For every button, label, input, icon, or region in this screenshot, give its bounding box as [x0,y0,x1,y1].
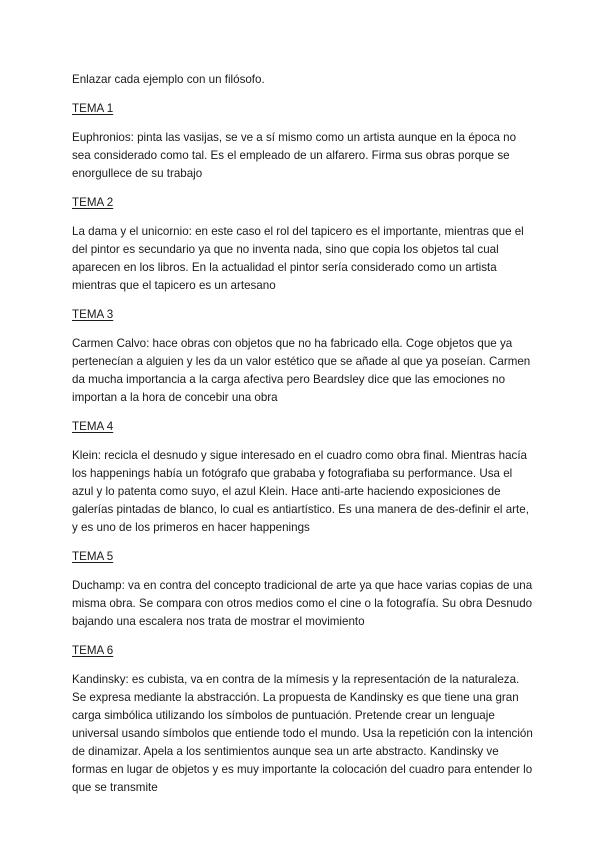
section-text: Euphronios: pinta las vasijas, se ve a sí mismo como un artista aunque en la época no sea considerado como tal. Es el empleado de un alfarero. Firma sus obras porque se enorgullece de su trabajo [72,131,517,180]
section-tema-5 [72,548,534,631]
section-heading: TEMA 1 [72,102,114,115]
instruction-text: Enlazar cada ejemplo con un filósofo. [72,73,265,86]
section-heading: TEMA 5 [72,550,114,563]
section-heading: TEMA 3 [72,308,114,321]
section-text: Kandinsky: es cubista, va en contra de la mímesis y la representación de la naturaleza. Se expresa mediante la abstracción. La propuesta de Kandinsky es que tiene una gran carga simbólica utilizando los símbolos de puntuación. Pretende crear un lenguaje universal usando símbolos que entiende todo el mundo. Usa la repetición con la intención de dinamizar. Apela a los sentimientos aunque sea un arte abstracto. Kandinsky ve formas en lugar de objetos y es muy importante la colocación del cuadro para entender lo que se transmite [72,673,533,794]
section-tema-2 [72,194,534,295]
section-text: Carmen Calvo: hace obras con objetos que no ha fabricado ella. Coge objetos que ya pertenecían a alguien y les da un valor estético que se añade al que ya poseían. Carmen da mucha importancia a la carga afectiva pero Beardsley dice que las emociones no importan a la hora de concebir una obra [72,337,531,404]
section-tema-3 [72,306,534,407]
section-tema-1 [72,100,534,183]
section-text: La dama y el unicornio: en este caso el rol del tapicero es el importante, mientras que el del pintor es secundario ya que no inventa nada, sino que copia los objetos tal cual aparecen en los libros. En la actualidad el pintor sería considerado como un artista mientras que el tapicero es un artesano [72,225,524,292]
section-text: Klein: recicla el desnudo y sigue interesado en el cuadro como obra final. Mientras hacía los happenings había un fotógrafo que grababa y fotografiaba su performance. Usa el azul y lo patenta como suyo, el azul Klein. Hace anti-arte haciendo exposiciones de galerías pintadas de blanco, lo cual es antiartístico. Es una manera de des-definir el arte, y es uno de los primeros en hacer happenings [72,449,529,534]
section-text: Duchamp: va en contra del concepto tradicional de arte ya que hace varias copias de una misma obra. Se compara con otros medios como el cine o la fotografía. Su obra Desnudo bajando una escalera nos trata de mostrar el movimiento [72,579,533,628]
document-page [72,71,534,808]
section-tema-4 [72,418,534,537]
section-heading: TEMA 2 [72,196,114,209]
section-heading: TEMA 4 [72,420,114,433]
section-heading: TEMA 6 [72,644,114,657]
section-tema-6 [72,642,534,797]
